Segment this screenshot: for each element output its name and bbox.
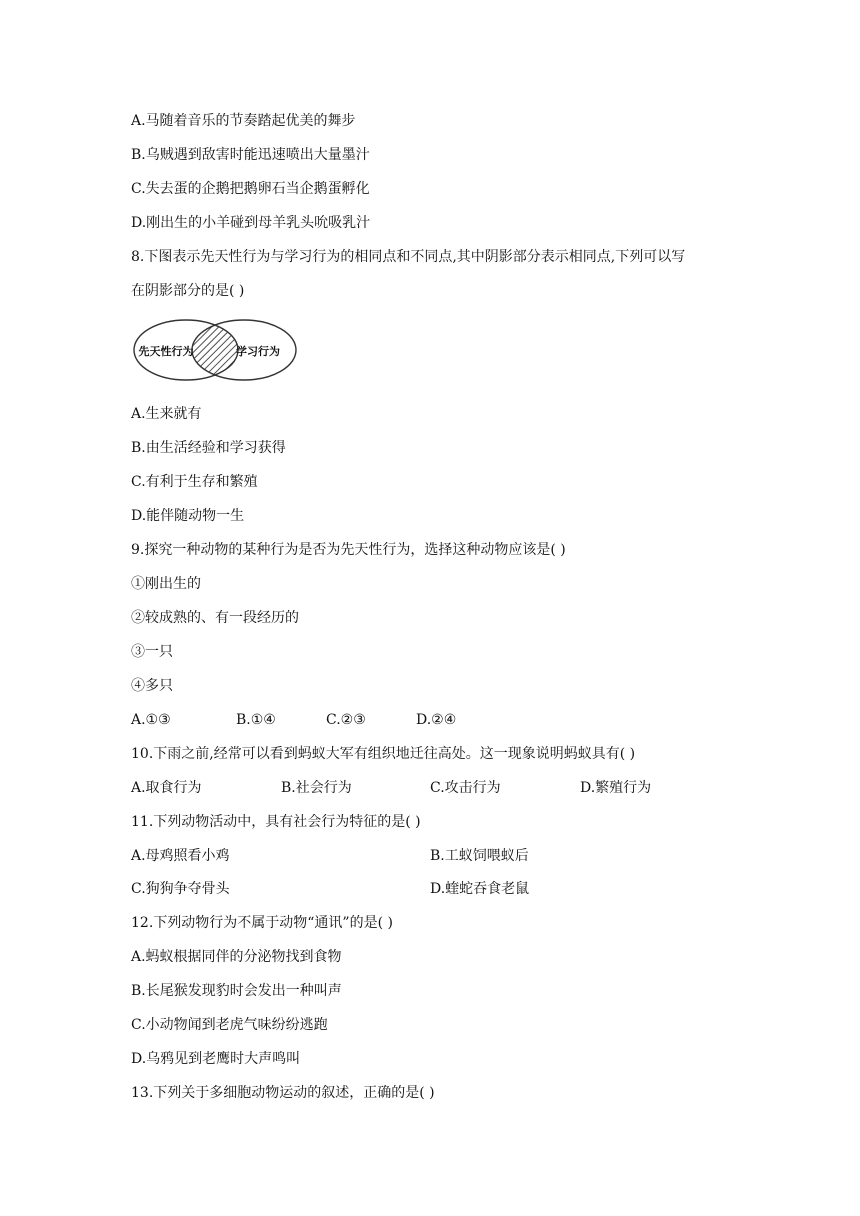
q11-option-b: B.工蚁饲喂蚁后 — [430, 848, 529, 864]
q13-stem: 13.下列关于多细胞动物运动的叙述，正确的是( ) — [131, 1085, 435, 1101]
q8-option-d: D.能伴随动物一生 — [131, 508, 245, 524]
q8-option-b: B.由生活经验和学习获得 — [131, 440, 286, 456]
q9-item-3: ③一只 — [131, 644, 173, 660]
q12-stem: 12.下列动物行为不属于动物“通讯”的是( ) — [131, 915, 393, 931]
q10-option-a: A.取食行为 — [131, 780, 202, 796]
q9-option-b: B.①④ — [236, 712, 276, 728]
q12-option-d: D.乌鸦见到老鹰时大声鸣叫 — [131, 1051, 301, 1067]
q10-option-c: C.攻击行为 — [430, 780, 501, 796]
q12-option-b: B.长尾猴发现豹时会发出一种叫声 — [131, 983, 342, 999]
q7-option-b: B.乌贼遇到敌害时能迅速喷出大量墨汁 — [131, 147, 370, 163]
q9-item-4: ④多只 — [131, 678, 173, 694]
q8-stem-line2: 在阴影部分的是( ) — [131, 283, 245, 299]
q9-option-c: C.②③ — [326, 712, 366, 728]
q11-option-d: D.蝰蛇吞食老鼠 — [430, 881, 530, 897]
q9-option-a: A.①③ — [131, 712, 171, 728]
q11-stem: 11.下列动物活动中，具有社会行为特征的是( ) — [131, 814, 421, 830]
q7-option-a: A.马随着音乐的节奏踏起优美的舞步 — [131, 113, 356, 129]
q10-option-b: B.社会行为 — [281, 780, 352, 796]
q11-option-c: C.狗狗争夺骨头 — [131, 881, 230, 897]
q8-stem-line1: 8.下图表示先天性行为与学习行为的相同点和不同点,其中阴影部分表示相同点,下列可以写 — [131, 249, 686, 265]
q9-stem: 9.探究一种动物的某种行为是否为先天性行为，选择这种动物应该是( ) — [131, 542, 566, 558]
q10-stem: 10.下雨之前,经常可以看到蚂蚁大军有组织地迁往高处。这一现象说明蚂蚁具有( ) — [131, 746, 636, 762]
q9-item-1: ①刚出生的 — [131, 576, 201, 592]
q12-option-c: C.小动物闻到老虎气味纷纷逃跑 — [131, 1017, 328, 1033]
venn-diagram — [130, 316, 300, 384]
q7-option-c: C.失去蛋的企鹅把鹅卵石当企鹅蛋孵化 — [131, 181, 370, 197]
venn-left-label: 先天性行为 — [138, 345, 194, 358]
q9-option-d: D.②④ — [416, 712, 457, 728]
q8-option-a: A.生来就有 — [131, 406, 202, 422]
q10-option-d: D.繁殖行为 — [580, 780, 652, 796]
q8-option-c: C.有利于生存和繁殖 — [131, 474, 258, 490]
venn-right-label: 学习行为 — [236, 345, 280, 358]
q9-item-2: ②较成熟的、有一段经历的 — [131, 610, 299, 626]
q7-option-d: D.刚出生的小羊碰到母羊乳头吮吸乳汁 — [131, 215, 371, 231]
q12-option-a: A.蚂蚁根据同伴的分泌物找到食物 — [131, 949, 342, 965]
q11-option-a: A.母鸡照看小鸡 — [131, 848, 230, 864]
